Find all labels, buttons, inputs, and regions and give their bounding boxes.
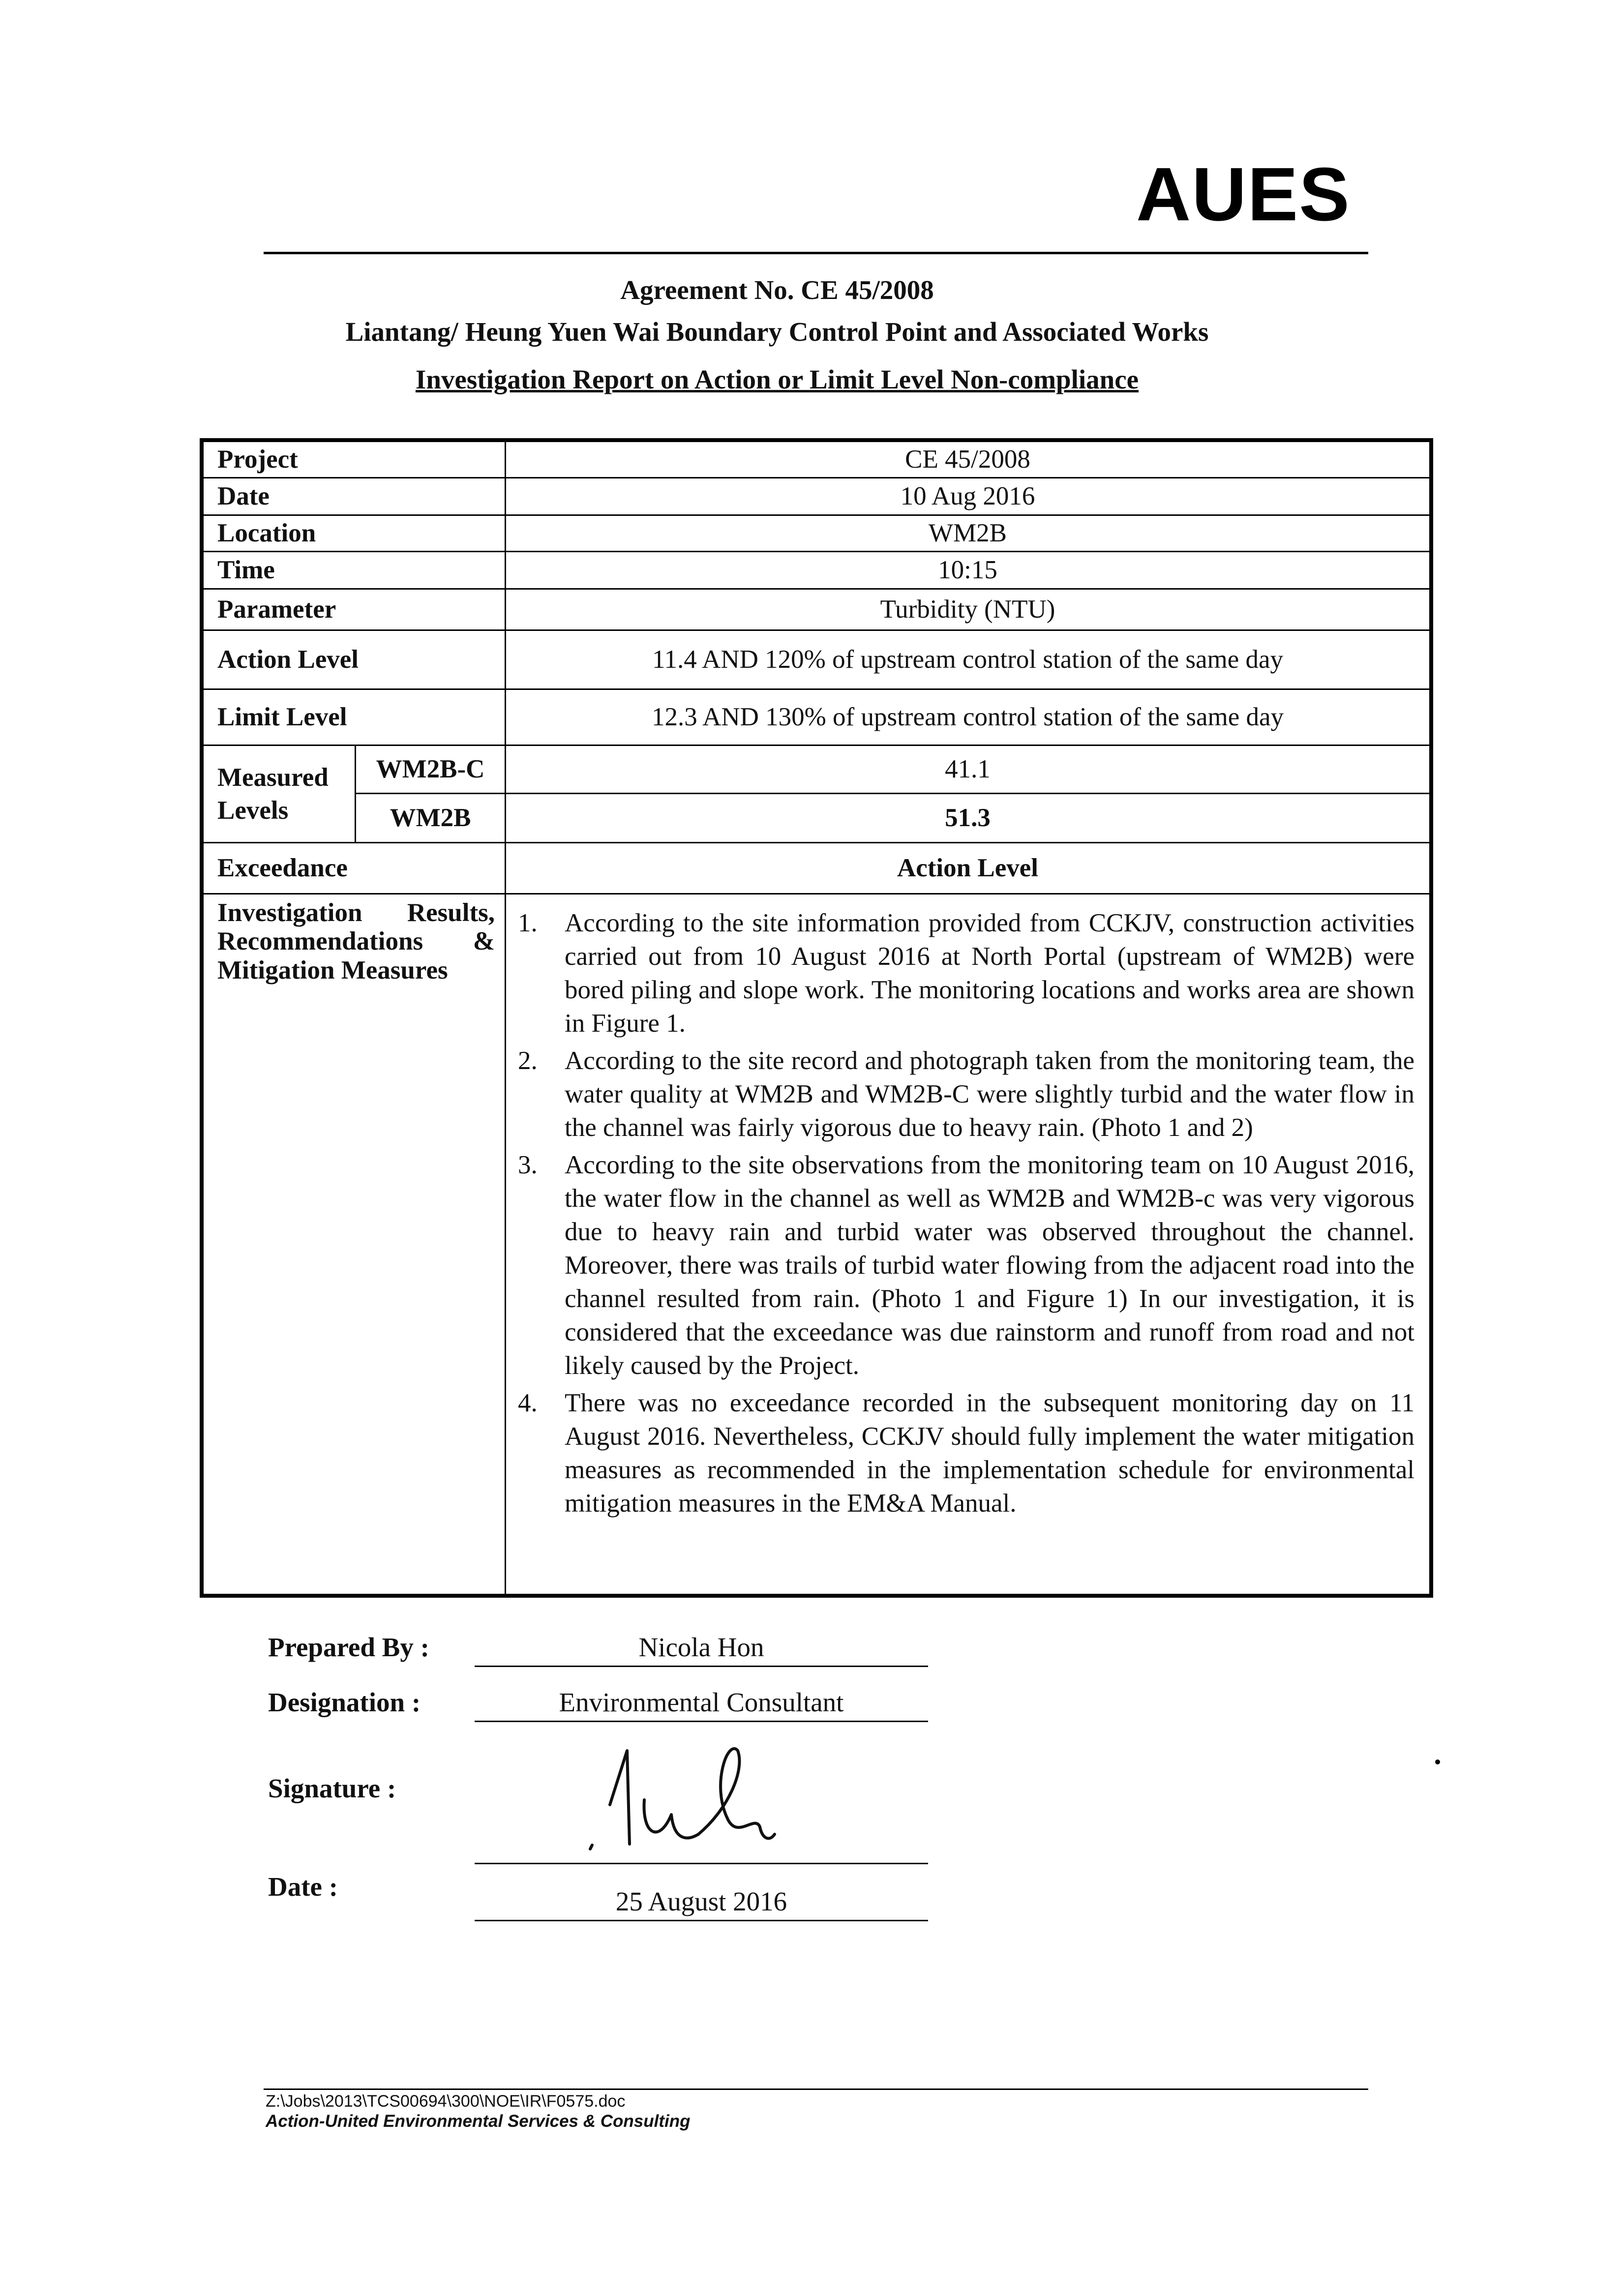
- report-title: Investigation Report on Action or Limit Level Non-compliance: [415, 364, 1139, 394]
- signature-line: [475, 1863, 928, 1864]
- list-item: [518, 1386, 1414, 1520]
- exceedance-value: Action Level: [506, 843, 1430, 894]
- project-value: CE 45/2008: [506, 442, 1430, 478]
- row-location: [203, 515, 1430, 552]
- row-limit-level: [203, 689, 1430, 745]
- item-number: 3.: [518, 1151, 538, 1179]
- measured-station: WM2B-C: [356, 745, 506, 794]
- parameter-label: Parameter: [203, 589, 506, 630]
- parameter-value: Turbidity (NTU): [506, 589, 1430, 630]
- agreement-number: Agreement No. CE 45/2008: [620, 275, 934, 305]
- company-name: Action-United Environmental Services & Consulting: [266, 2112, 691, 2131]
- header-rule: [264, 252, 1368, 254]
- list-item: [518, 906, 1414, 1040]
- measured-value: 41.1: [506, 745, 1430, 794]
- project-title: Liantang/ Heung Yuen Wai Boundary Control Point and Associated Works: [345, 317, 1209, 347]
- row-action-level: [203, 630, 1430, 689]
- signature-label: Signature :: [268, 1773, 396, 1803]
- item-number: 2.: [518, 1046, 538, 1075]
- footer-rule: [264, 2088, 1368, 2090]
- row-measured-2: [203, 794, 1430, 843]
- action-level-label: Action Level: [203, 630, 506, 689]
- measured-value: 51.3: [506, 794, 1430, 843]
- limit-level-value: 12.3 AND 130% of upstream control station of the same day: [506, 689, 1430, 745]
- item-number: 1.: [518, 909, 538, 937]
- date-signoff-label: Date :: [268, 1872, 338, 1902]
- row-project: [203, 442, 1430, 478]
- investigation-label: Investigation Results, Recommendations & Mitigation Measures: [203, 894, 506, 1595]
- list-item: [518, 1148, 1414, 1382]
- designation-label: Designation :: [268, 1687, 421, 1717]
- list-item: [518, 1044, 1414, 1144]
- time-value: 10:15: [506, 552, 1430, 589]
- investigation-results: [506, 894, 1430, 1595]
- date-value: 10 Aug 2016: [506, 478, 1430, 515]
- date-signoff-value: 25 August 2016: [475, 1886, 928, 1921]
- measured-levels-label: Measured Levels: [203, 745, 356, 843]
- results-list: [518, 906, 1414, 1520]
- row-date: [203, 478, 1430, 515]
- date-label: Date: [203, 478, 506, 515]
- file-path: Z:\Jobs\2013\TCS00694\300\NOE\IR\F0575.doc: [266, 2092, 626, 2111]
- row-parameter: [203, 589, 1430, 630]
- item-text: According to the site observations from the monitoring team on 10 August 2016, the water flow in the channel as well as WM2B and WM2B-c was very vigorous due to heavy rain and turbid water was observed throughout the channel. Moreover, there was trails of turbid water flowing from the adjacent road into the channel resulted from rain. (Photo 1 and Figure 1) In our investigation, it is considered that the exceedance was due rainstorm and runoff from road and not likely caused by the Project.: [565, 1151, 1414, 1380]
- handwritten-signature: [580, 1741, 807, 1859]
- report-table: [200, 438, 1433, 1598]
- row-exceedance: [203, 843, 1430, 894]
- prepared-by-value: Nicola Hon: [475, 1632, 928, 1667]
- project-label: Project: [203, 442, 506, 478]
- action-level-value: 11.4 AND 120% of upstream control station of the same day: [506, 630, 1430, 689]
- company-logo: AUES: [1136, 152, 1351, 237]
- item-number: 4.: [518, 1389, 538, 1417]
- item-text: According to the site record and photograph taken from the monitoring team, the water quality at WM2B and WM2B-C were slightly turbid and the water flow in the channel was fairly vigorous due to heavy rain. (Photo 1 and 2): [565, 1046, 1414, 1142]
- stray-mark: [1435, 1759, 1440, 1764]
- time-label: Time: [203, 552, 506, 589]
- designation-value: Environmental Consultant: [475, 1687, 928, 1722]
- location-label: Location: [203, 515, 506, 552]
- row-measured-1: [203, 745, 1430, 794]
- measured-station: WM2B: [356, 794, 506, 843]
- item-text: According to the site information provided from CCKJV, construction activities carried out from 10 August 2016 at North Portal (upstream of WM2B) were bored piling and slope work. The monitoring locations and works area are shown in Figure 1.: [565, 909, 1414, 1038]
- row-investigation: [203, 894, 1430, 1595]
- row-time: [203, 552, 1430, 589]
- prepared-by-label: Prepared By :: [268, 1632, 429, 1662]
- exceedance-label: Exceedance: [203, 843, 506, 894]
- location-value: WM2B: [506, 515, 1430, 552]
- limit-level-label: Limit Level: [203, 689, 506, 745]
- item-text: There was no exceedance recorded in the subsequent monitoring day on 11 August 2016. Nevertheless, CCKJV should fully implement the water mitigation measures as recommended in the implementation schedule for environmental mitigation measures in the EM&A Manual.: [565, 1389, 1414, 1518]
